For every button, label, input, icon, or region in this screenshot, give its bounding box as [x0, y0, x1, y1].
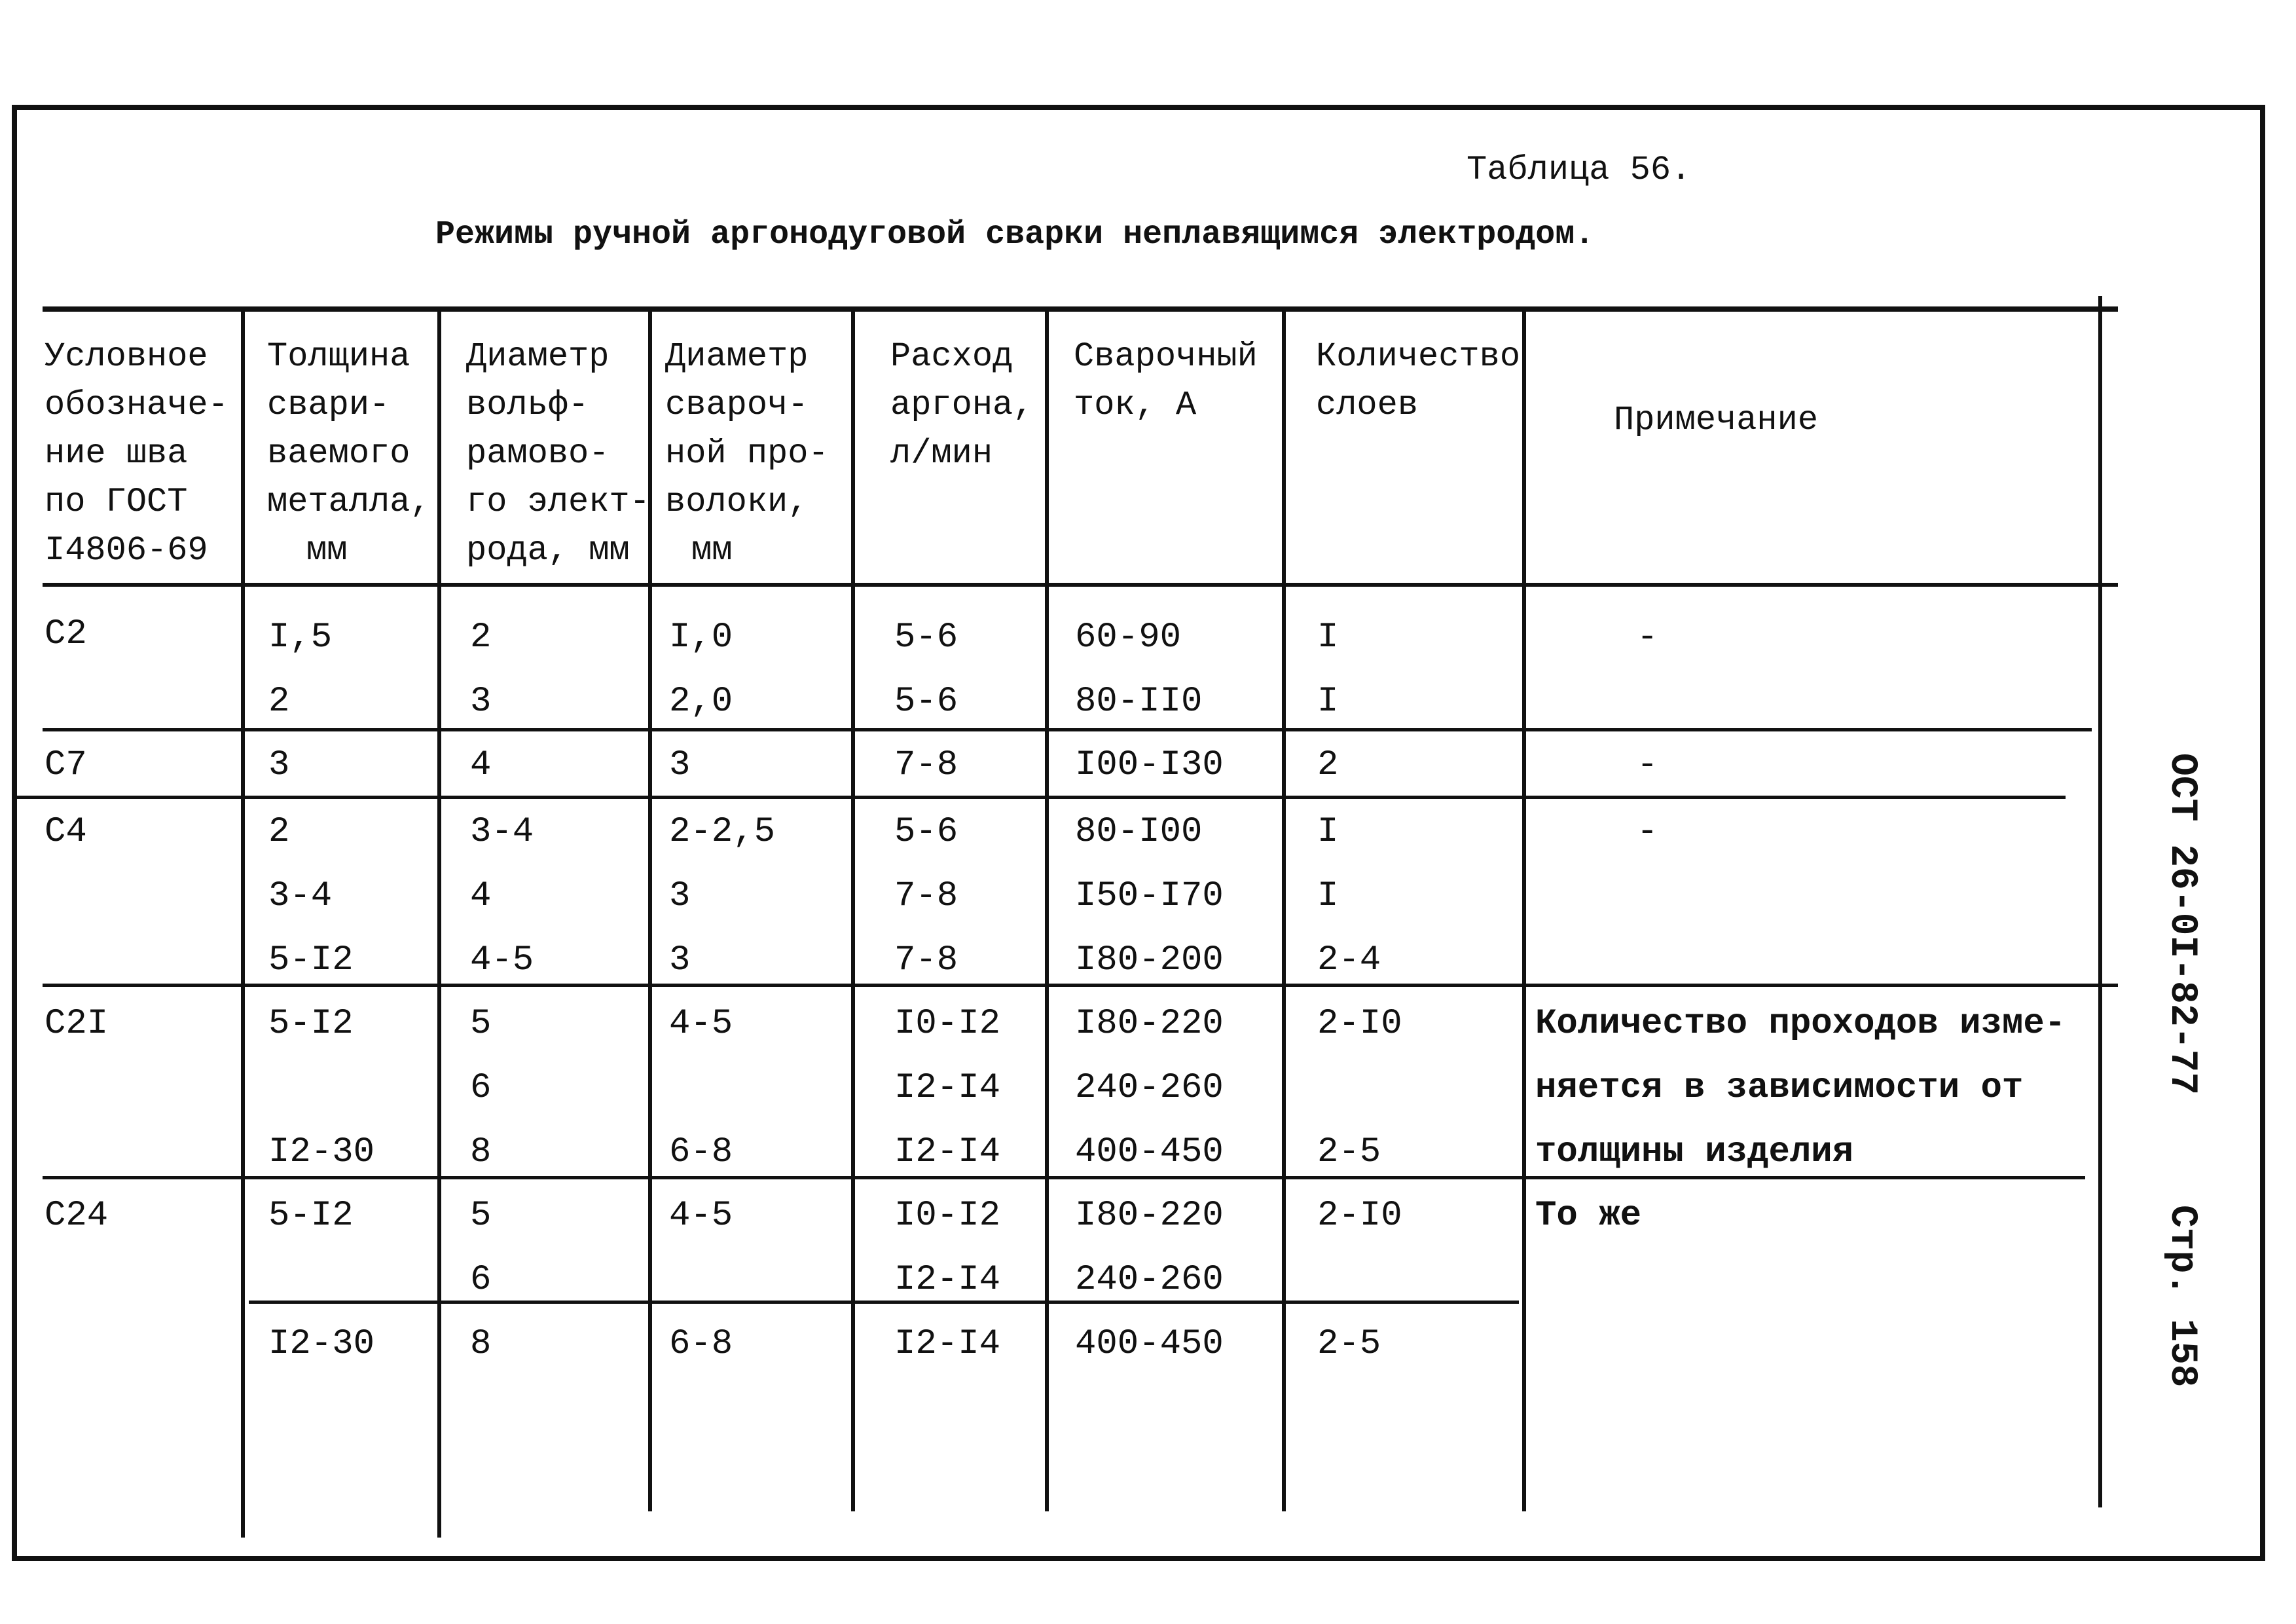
cell-wire: 6-8 — [669, 1132, 733, 1172]
cell-current: 240-260 — [1075, 1260, 1224, 1300]
cell-tungsten: 6 — [470, 1068, 492, 1108]
header-layers-count: Количество слоев — [1316, 337, 1521, 424]
cell-thickness: 2 — [268, 682, 290, 722]
cell-argon: I0-I2 — [894, 1004, 1001, 1044]
designation-c21: С2I — [45, 1004, 109, 1044]
col-line-5 — [1045, 306, 1049, 1511]
cell-layers: 2-I0 — [1317, 1196, 1402, 1236]
cell-argon: 5-6 — [894, 682, 958, 722]
cell-wire: 6-8 — [669, 1324, 733, 1364]
row-divider-c2 — [43, 728, 2092, 731]
designation-c2: С2 — [45, 614, 87, 654]
cell-tungsten: 3 — [470, 682, 492, 722]
cell-wire: 4-5 — [669, 1004, 733, 1044]
note-c4: - — [1637, 812, 1658, 852]
cell-current: I80-220 — [1075, 1196, 1224, 1236]
cell-current: I80-200 — [1075, 940, 1224, 980]
cell-current: I00-I30 — [1075, 745, 1224, 785]
cell-layers: I — [1317, 812, 1339, 852]
cell-tungsten: 8 — [470, 1324, 492, 1364]
cell-current: I50-I70 — [1075, 876, 1224, 916]
cell-thickness: I2-30 — [268, 1324, 375, 1364]
note-c24: То же — [1535, 1196, 1642, 1236]
cell-tungsten: 2 — [470, 618, 492, 657]
side-page-number: Стр. 158 — [2160, 1205, 2203, 1388]
cell-wire: 3 — [669, 745, 691, 785]
cell-argon: I0-I2 — [894, 1196, 1001, 1236]
cell-argon: 7-8 — [894, 940, 958, 980]
cell-argon: 7-8 — [894, 745, 958, 785]
cell-tungsten: 3-4 — [470, 812, 534, 852]
cell-wire: I,0 — [669, 618, 733, 657]
table-top-border — [43, 306, 2118, 312]
cell-current: 400-450 — [1075, 1324, 1224, 1364]
cell-current: 60-90 — [1075, 618, 1182, 657]
note-c21-line2: няется в зависимости от — [1535, 1068, 2024, 1108]
header-bottom-line — [43, 583, 2118, 587]
cell-argon: 7-8 — [894, 876, 958, 916]
designation-c4: С4 — [45, 812, 87, 852]
header-note: Примечание — [1614, 401, 1819, 439]
header-thickness: Толщина свари- ваемого металла, мм — [267, 337, 431, 570]
col-line-1 — [241, 306, 245, 1538]
cell-current: 80-II0 — [1075, 682, 1203, 722]
table-right-border — [2098, 296, 2102, 1507]
col-line-2 — [437, 306, 441, 1538]
header-wire-diameter: Диаметр сварoч- ной про- волоки, мм — [665, 337, 829, 570]
header-welding-current: Сварочный ток, А — [1074, 337, 1258, 424]
col-line-7 — [1522, 306, 1526, 1511]
cell-current: I80-220 — [1075, 1004, 1224, 1044]
note-c2: - — [1637, 618, 1658, 657]
designation-c24: С24 — [45, 1196, 109, 1236]
cell-thickness: 2 — [268, 812, 290, 852]
cell-thickness: I2-30 — [268, 1132, 375, 1172]
cell-layers: 2-5 — [1317, 1324, 1381, 1364]
row-divider-c7 — [16, 796, 2066, 799]
cell-layers: 2-5 — [1317, 1132, 1381, 1172]
cell-layers: 2-I0 — [1317, 1004, 1402, 1044]
cell-thickness: 5-I2 — [268, 940, 354, 980]
cell-tungsten: 5 — [470, 1196, 492, 1236]
cell-argon: I2-I4 — [894, 1132, 1001, 1172]
side-standard-number: ОСТ 26-0I-82-77 — [2160, 753, 2203, 1096]
cell-thickness: 3 — [268, 745, 290, 785]
cell-wire: 4-5 — [669, 1196, 733, 1236]
designation-c7: С7 — [45, 745, 87, 785]
cell-tungsten: 4 — [470, 745, 492, 785]
cell-thickness: 3-4 — [268, 876, 333, 916]
cell-argon: 5-6 — [894, 812, 958, 852]
cell-argon: I2-I4 — [894, 1324, 1001, 1364]
cell-thickness: 5-I2 — [268, 1196, 354, 1236]
header-argon-flow: Расход аргона, л/мин — [890, 337, 1034, 473]
note-c21-line1: Количество проходов изме- — [1535, 1004, 2066, 1044]
cell-layers: 2-4 — [1317, 940, 1381, 980]
cell-current: 240-260 — [1075, 1068, 1224, 1108]
cell-tungsten: 6 — [470, 1260, 492, 1300]
cell-layers: I — [1317, 618, 1339, 657]
cell-layers: I — [1317, 682, 1339, 722]
cell-argon: I2-I4 — [894, 1068, 1001, 1108]
cell-argon: 5-6 — [894, 618, 958, 657]
table-title: Режимы ручной аргонодуговой сварки неплавящимся электродом. — [435, 216, 1595, 253]
header-tungsten-diameter: Диаметр вольф- рамово- го элект- рода, мм — [466, 337, 650, 570]
note-c7: - — [1637, 745, 1658, 785]
cell-current: 400-450 — [1075, 1132, 1224, 1172]
cell-tungsten: 5 — [470, 1004, 492, 1044]
col-line-6 — [1282, 306, 1286, 1511]
cell-current: 80-I00 — [1075, 812, 1203, 852]
cell-argon: I2-I4 — [894, 1260, 1001, 1300]
header-designation: Условное обозначе- ние шва по ГОСТ I4806-69 — [45, 337, 228, 570]
cell-wire: 2-2,5 — [669, 812, 776, 852]
cell-tungsten: 8 — [470, 1132, 492, 1172]
table-caption: Таблица 56. — [1467, 151, 1692, 189]
cell-tungsten: 4 — [470, 876, 492, 916]
cell-thickness: I,5 — [268, 618, 333, 657]
cell-layers: I — [1317, 876, 1339, 916]
cell-layers: 2 — [1317, 745, 1339, 785]
cell-tungsten: 4-5 — [470, 940, 534, 980]
cell-thickness: 5-I2 — [268, 1004, 354, 1044]
cell-wire: 3 — [669, 940, 691, 980]
note-c21-line3: толщины изделия — [1535, 1132, 1854, 1172]
cell-wire: 2,0 — [669, 682, 733, 722]
col-line-4 — [851, 306, 855, 1511]
cell-wire: 3 — [669, 876, 691, 916]
